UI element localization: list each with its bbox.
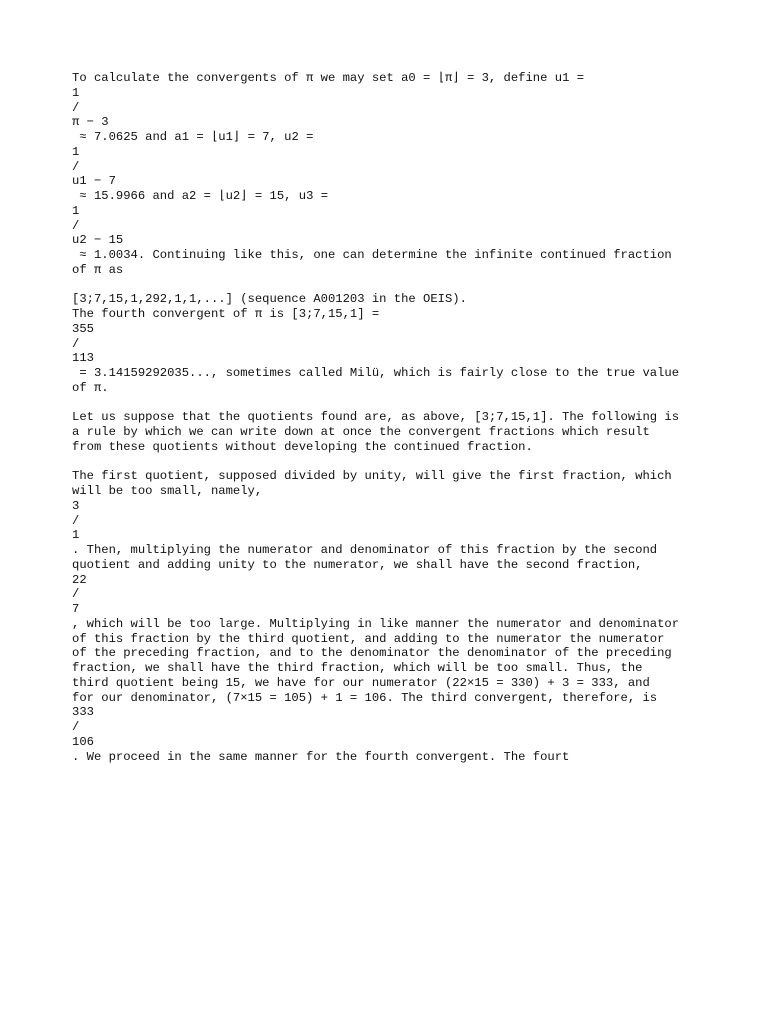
text-line: of the preceding fraction, and to the denominator the denominator of the preceding — [72, 646, 672, 661]
text-line: from these quotients without developing the continued fraction. — [72, 439, 533, 454]
text-line: 1 — [72, 203, 80, 218]
text-line: 333 — [72, 705, 94, 720]
text-line: / — [72, 513, 80, 528]
text-line: 3 — [72, 498, 80, 513]
text-line: / — [72, 100, 80, 115]
text-line: / — [72, 159, 80, 174]
text-line: The fourth convergent of π is [3;7,15,1] = — [72, 307, 380, 321]
text-line: . We proceed in the same manner for the fourth convergent. The fourt — [72, 749, 570, 764]
text-line: third quotient being 15, we have for our numerator (22×15 = 330) + 3 = 333, and — [72, 675, 650, 690]
text-line: / — [72, 587, 80, 602]
text-line: u2 − 15 — [72, 233, 124, 248]
text-line: π − 3 — [72, 115, 109, 130]
text-line: of π. — [72, 380, 109, 395]
text-line: / — [72, 218, 80, 233]
text-line: The first quotient, supposed divided by unity, will give the first fraction, which — [72, 469, 672, 484]
text-line: of this fraction by the third quotient, and adding to the numerator the numerator — [72, 631, 665, 646]
text-line: ≈ 1.0034. Continuing like this, one can determine the infinite continued fraction — [72, 248, 672, 262]
text-line: 22 — [72, 572, 87, 587]
text-line: . Then, multiplying the numerator and denominator of this fraction by the second — [72, 543, 658, 557]
text-line: / — [72, 336, 80, 351]
text-line: 7 — [72, 602, 80, 616]
text-line: [3;7,15,1,292,1,1,...] (sequence A001203 in the OEIS). — [72, 292, 467, 307]
text-line: u1 − 7 — [72, 174, 116, 189]
text-line: 1 — [72, 528, 80, 543]
text-line: a rule by which we can write down at once the convergent fractions which result — [72, 425, 650, 439]
text-line: To calculate the convergents of π we may set a0 = ⌊π⌋ = 3, define u1 = — [72, 71, 585, 85]
text-line: 1 — [72, 144, 80, 159]
paragraph-gap — [72, 455, 712, 470]
text-line: , which will be too large. Multiplying in like manner the numerator and denominator — [72, 616, 680, 631]
text-line: ≈ 7.0625 and a1 = ⌊u1⌋ = 7, u2 = — [72, 130, 314, 144]
text-line: for our denominator, (7×15 = 105) + 1 = 106. The third convergent, therefore, is — [72, 690, 658, 705]
text-line: of π as — [72, 262, 124, 277]
text-line: will be too small, namely, — [72, 484, 263, 498]
text-line: 1 — [72, 85, 80, 100]
text-line: ≈ 15.9966 and a2 = ⌊u2⌋ = 15, u3 = — [72, 189, 329, 203]
text-line: / — [72, 720, 80, 734]
text-line: 106 — [72, 734, 94, 749]
text-line: quotient and adding unity to the numerator, we shall have the second fraction, — [72, 557, 643, 572]
text-line: = 3.14159292035..., sometimes called Milü, which is fairly close to the true value — [72, 366, 680, 380]
text-line: 355 — [72, 321, 94, 336]
paragraph-gap — [72, 278, 712, 293]
document-body — [72, 71, 712, 764]
text-line: Let us suppose that the quotients found are, as above, [3;7,15,1]. The following is — [72, 410, 680, 425]
paragraph-gap — [72, 396, 712, 411]
text-line: 113 — [72, 351, 94, 366]
text-line: fraction, we shall have the third fraction, which will be too small. Thus, the — [72, 661, 643, 675]
